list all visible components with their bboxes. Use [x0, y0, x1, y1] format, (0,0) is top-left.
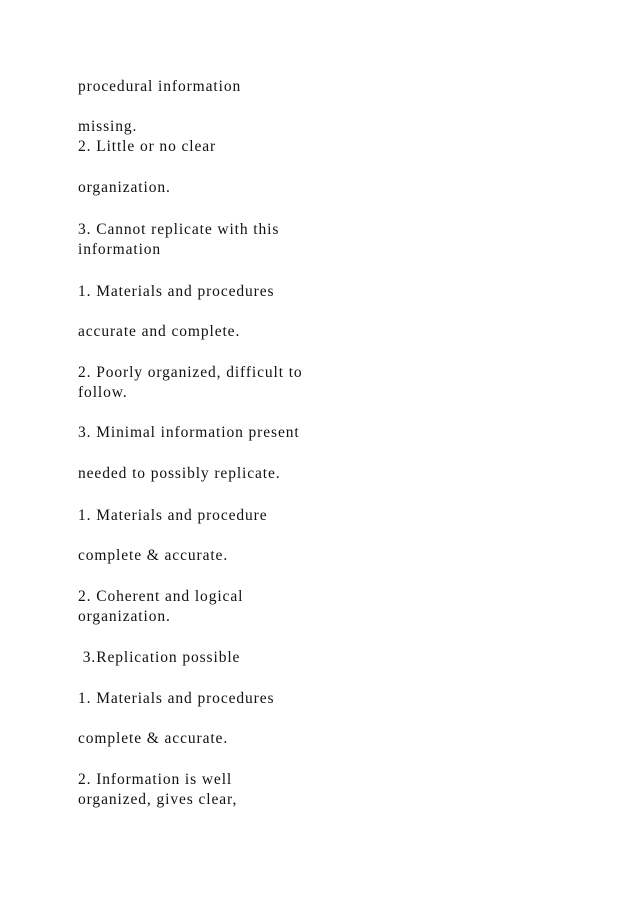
- text-line: organization.: [78, 608, 171, 625]
- text-line: 1. Materials and procedure: [78, 507, 268, 524]
- text-line: complete & accurate.: [78, 547, 229, 564]
- text-line: 3. Minimal information present: [78, 424, 300, 441]
- text-line: 1. Materials and procedures: [78, 690, 275, 707]
- text-line: missing.: [78, 118, 138, 135]
- text-line: complete & accurate.: [78, 730, 229, 747]
- text-line: procedural information: [78, 78, 242, 95]
- text-line: information: [78, 241, 162, 258]
- text-line: 3.Replication possible: [78, 649, 241, 666]
- text-line: organized, gives clear,: [78, 791, 238, 808]
- text-line: organization.: [78, 179, 171, 196]
- text-line: follow.: [78, 384, 128, 401]
- text-line: 2. Little or no clear: [78, 138, 217, 155]
- text-line: 2. Poorly organized, difficult to: [78, 364, 303, 381]
- text-line: 2. Coherent and logical: [78, 588, 244, 605]
- text-line: 1. Materials and procedures: [78, 283, 275, 300]
- text-line: 2. Information is well: [78, 771, 233, 788]
- text-line: accurate and complete.: [78, 323, 241, 340]
- text-line: 3. Cannot replicate with this: [78, 221, 280, 238]
- text-line: needed to possibly replicate.: [78, 465, 281, 482]
